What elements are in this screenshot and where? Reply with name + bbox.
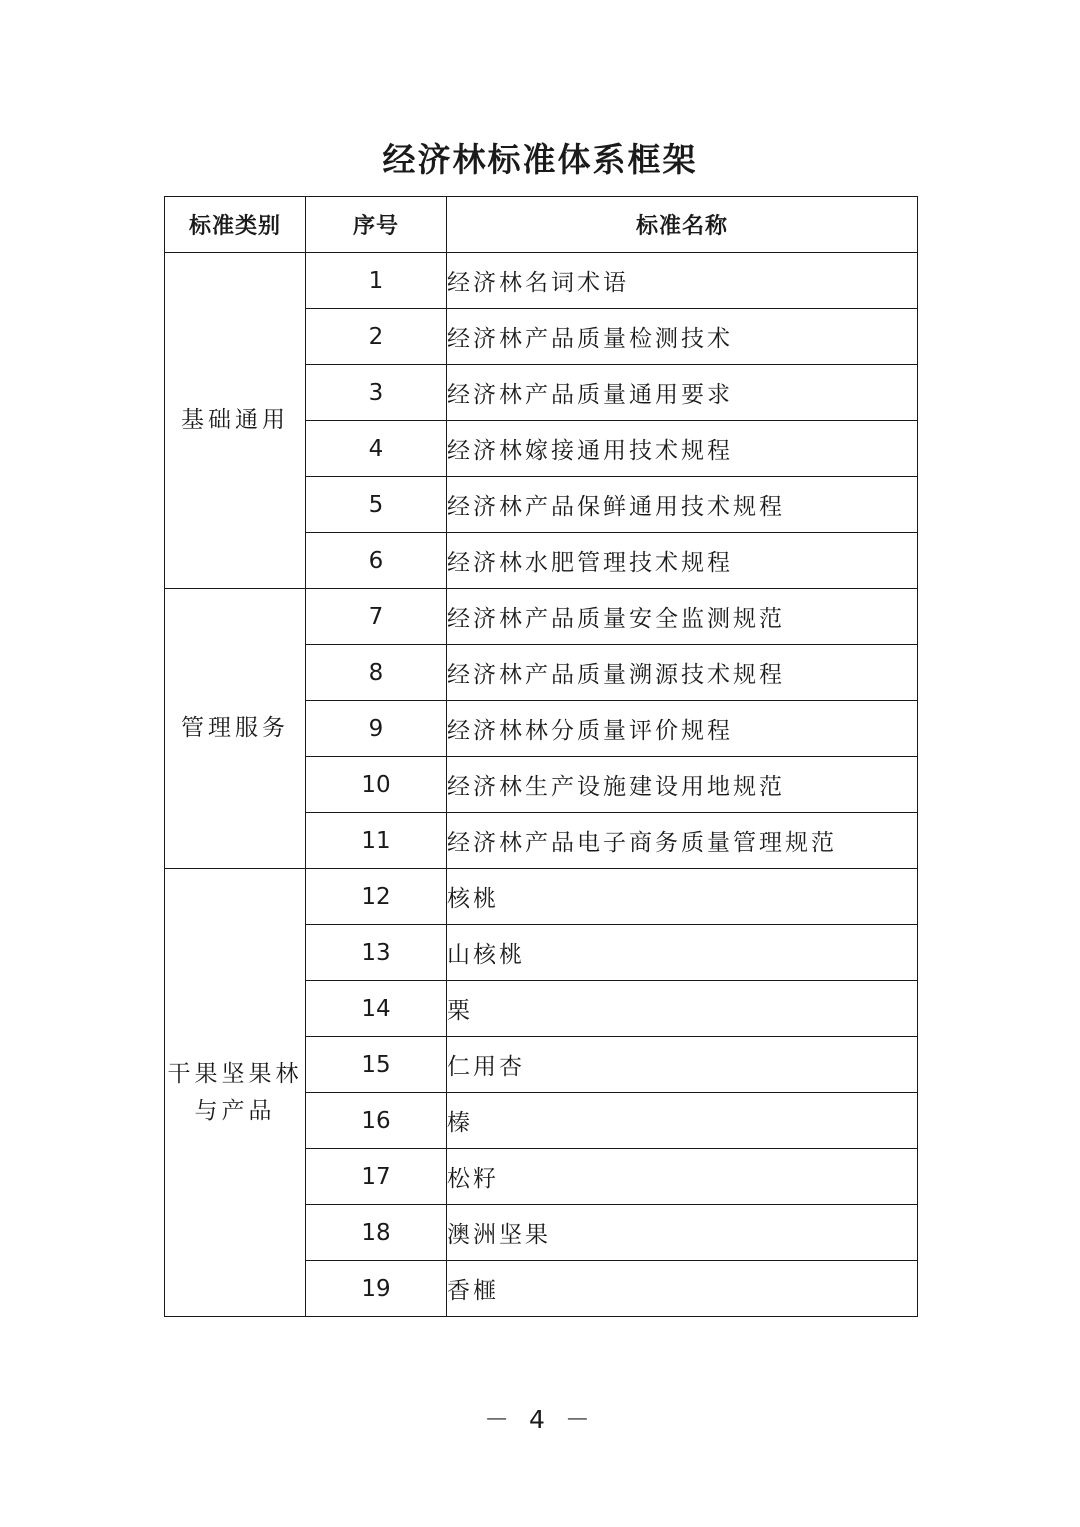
table-row (165, 589, 918, 645)
row-number: 17 (306, 1149, 447, 1205)
row-number: 4 (306, 421, 447, 477)
standard-name: 栗 (447, 981, 918, 1037)
standard-name: 经济林水肥管理技术规程 (447, 533, 918, 589)
category-cell: 干果坚果林与产品 (165, 869, 306, 1317)
row-number: 10 (306, 757, 447, 813)
standard-name: 核桃 (447, 869, 918, 925)
standard-name: 仁用杏 (447, 1037, 918, 1093)
row-number: 16 (306, 1093, 447, 1149)
row-number: 3 (306, 365, 447, 421)
standard-name: 松籽 (447, 1149, 918, 1205)
row-number: 2 (306, 309, 447, 365)
category-cell: 管理服务 (165, 589, 306, 869)
row-number: 8 (306, 645, 447, 701)
standard-name: 经济林名词术语 (447, 253, 918, 309)
standard-name: 经济林产品保鲜通用技术规程 (447, 477, 918, 533)
standard-name: 经济林嫁接通用技术规程 (447, 421, 918, 477)
table-row (165, 253, 918, 309)
row-number: 14 (306, 981, 447, 1037)
standard-name: 经济林生产设施建设用地规范 (447, 757, 918, 813)
standard-name: 经济林产品质量安全监测规范 (447, 589, 918, 645)
category-cell: 基础通用 (165, 253, 306, 589)
header-name: 标准名称 (447, 197, 918, 253)
row-number: 19 (306, 1261, 447, 1317)
table-header-row (165, 197, 918, 253)
standard-name: 香榧 (447, 1261, 918, 1317)
standard-name: 经济林林分质量评价规程 (447, 701, 918, 757)
standard-name: 经济林产品质量检测技术 (447, 309, 918, 365)
row-number: 7 (306, 589, 447, 645)
row-number: 5 (306, 477, 447, 533)
row-number: 18 (306, 1205, 447, 1261)
row-number: 9 (306, 701, 447, 757)
row-number: 11 (306, 813, 447, 869)
standard-name: 山核桃 (447, 925, 918, 981)
standard-name: 经济林产品电子商务质量管理规范 (447, 813, 918, 869)
standard-name: 经济林产品质量溯源技术规程 (447, 645, 918, 701)
standards-table (164, 196, 918, 1317)
row-number: 12 (306, 869, 447, 925)
standard-name: 经济林产品质量通用要求 (447, 365, 918, 421)
table-row (165, 869, 918, 925)
header-number: 序号 (306, 197, 447, 253)
standard-name: 榛 (447, 1093, 918, 1149)
row-number: 6 (306, 533, 447, 589)
page-title: 经济林标准体系框架 (382, 140, 698, 179)
page-number: － 4 － (484, 1405, 596, 1434)
row-number: 15 (306, 1037, 447, 1093)
standard-name: 澳洲坚果 (447, 1205, 918, 1261)
row-number: 13 (306, 925, 447, 981)
header-category: 标准类别 (165, 197, 306, 253)
row-number: 1 (306, 253, 447, 309)
